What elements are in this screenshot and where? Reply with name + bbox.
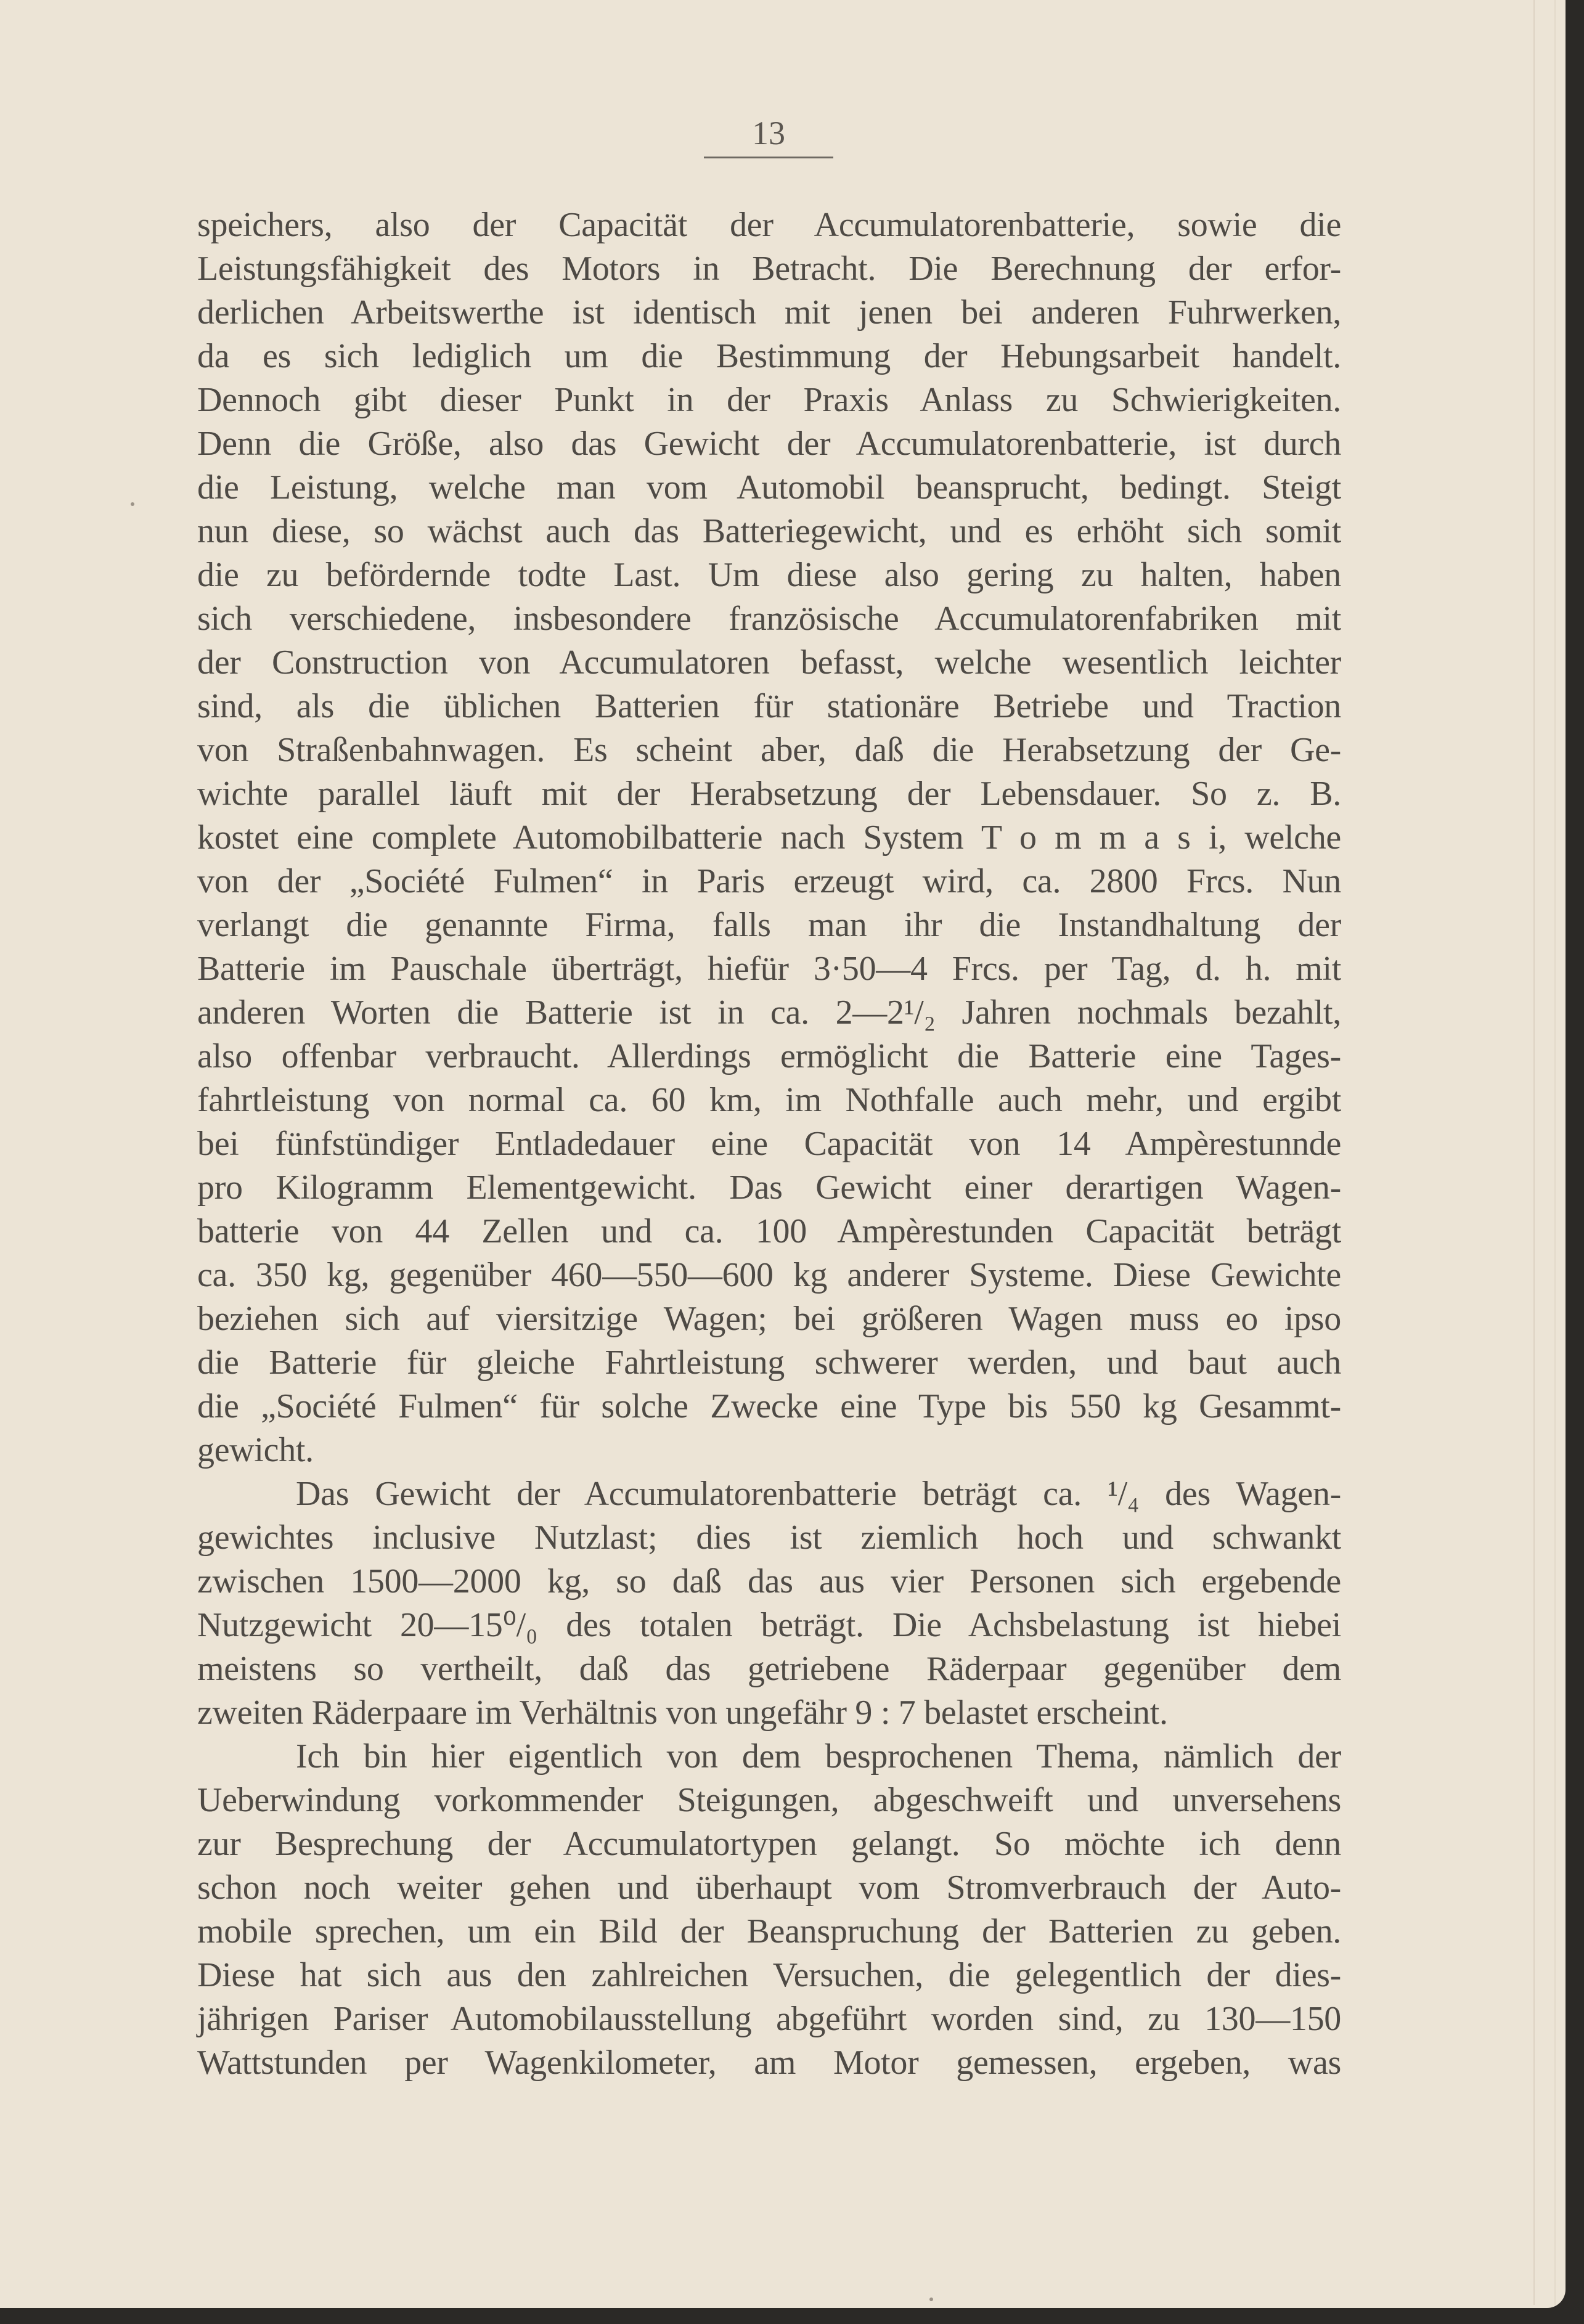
text-line: sich verschiedene, insbesondere französische Accumulatorenfabriken mit <box>197 600 1341 638</box>
text-line: von der „Société Fulmen“ in Paris erzeugt wird, ca. 2800 Frcs. Nun <box>197 862 1341 900</box>
text-line: Dennoch gibt dieser Punkt in der Praxis Anlass zu Schwierigkeiten. <box>197 381 1341 419</box>
page-edge-line <box>1554 0 1556 2305</box>
body-text <box>197 203 1341 2085</box>
text-line: kostet eine complete Automobilbatterie nach System T o m m a s i, welche <box>197 818 1341 857</box>
text-line: pro Kilogramm Elementgewicht. Das Gewicht einer derartigen Wagen- <box>197 1168 1341 1207</box>
text-line: also offenbar verbraucht. Allerdings ermöglicht die Batterie eine Tages- <box>197 1037 1341 1075</box>
text-line: zweiten Räderpaare im Verhältnis von ungefähr 9 : 7 belastet erscheint. <box>197 1694 1168 1732</box>
text-line: schon noch weiter gehen und überhaupt vom Stromverbrauch der Auto- <box>197 1869 1341 1907</box>
page-edge-line <box>1533 0 1535 2305</box>
text-line: Ueberwindung vorkommender Steigungen, abgeschweift und unversehens <box>197 1781 1341 1819</box>
page-number-rule <box>704 157 833 158</box>
text-line: meistens so vertheilt, daß das getriebene Räderpaar gegenüber dem <box>197 1650 1341 1688</box>
text-line: nun diese, so wächst auch das Batteriegewicht, und es erhöht sich somit <box>197 512 1341 550</box>
text-line: mobile sprechen, um ein Bild der Beanspruchung der Batterien zu geben. <box>197 1912 1341 1951</box>
page-number: 13 <box>752 115 785 152</box>
text-line: die Leistung, welche man vom Automobil beansprucht, bedingt. Steigt <box>197 468 1341 507</box>
paper-speck <box>131 502 134 506</box>
text-line: Denn die Größe, also das Gewicht der Accumulatorenbatterie, ist durch <box>197 425 1341 463</box>
text-line: Das Gewicht der Accumulatorenbatterie beträgt ca. ¹/₄ des Wagen- <box>296 1475 1341 1513</box>
text-line: Ich bin hier eigentlich von dem besprochenen Thema, nämlich der <box>296 1737 1341 1776</box>
text-line: verlangt die genannte Firma, falls man ihr die Instandhaltung der <box>197 906 1341 944</box>
text-line: zwischen 1500—2000 kg, so daß das aus vier Personen sich ergebende <box>197 1562 1341 1600</box>
text-line: batterie von 44 Zellen und ca. 100 Ampèrestunden Capacität beträgt <box>197 1212 1341 1250</box>
text-line: die „Société Fulmen“ für solche Zwecke eine Type bis 550 kg Gesammt- <box>197 1387 1341 1425</box>
text-line: fahrtleistung von normal ca. 60 km, im Nothfalle auch mehr, und ergibt <box>197 1081 1341 1119</box>
text-line: derlichen Arbeitswerthe ist identisch mit jenen bei anderen Fuhrwerken, <box>197 293 1341 332</box>
text-line: jährigen Pariser Automobilausstellung abgeführt worden sind, zu 130—150 <box>197 2000 1341 2038</box>
text-line: zur Besprechung der Accumulatortypen gelangt. So möchte ich denn <box>197 1825 1341 1863</box>
text-line: sind, als die üblichen Batterien für stationäre Betriebe und Traction <box>197 687 1341 725</box>
text-line: beziehen sich auf viersitzige Wagen; bei größeren Wagen muss eo ipso <box>197 1300 1341 1338</box>
text-line: ca. 350 kg, gegenüber 460—550—600 kg anderer Systeme. Diese Gewichte <box>197 1256 1341 1294</box>
text-line: speichers, also der Capacität der Accumulatorenbatterie, sowie die <box>197 206 1341 244</box>
text-line: Wattstunden per Wagenkilometer, am Motor gemessen, ergeben, was <box>197 2044 1341 2082</box>
text-line: Batterie im Pauschale überträgt, hiefür 3·50—4 Frcs. per Tag, d. h. mit <box>197 950 1341 988</box>
text-line: die Batterie für gleiche Fahrtleistung schwerer werden, und baut auch <box>197 1343 1341 1382</box>
text-line: Leistungsfähigkeit des Motors in Betracht. Die Berechnung der erfor- <box>197 250 1341 288</box>
text-line: gewicht. <box>197 1431 314 1469</box>
text-line: da es sich lediglich um die Bestimmung der Hebungsarbeit handelt. <box>197 337 1341 375</box>
paper-speck <box>929 2297 933 2301</box>
text-line: der Construction von Accumulatoren befasst, welche wesentlich leichter <box>197 643 1341 682</box>
text-line: die zu befördernde todte Last. Um diese also gering zu halten, haben <box>197 556 1341 594</box>
text-line: bei fünfstündiger Entladedauer eine Capacität von 14 Ampèrestunnde <box>197 1125 1341 1163</box>
text-line: anderen Worten die Batterie ist in ca. 2—2¹/₂ Jahren nochmals bezahlt, <box>197 993 1341 1032</box>
text-line: von Straßenbahnwagen. Es scheint aber, daß die Herabsetzung der Ge- <box>197 731 1341 769</box>
text-line: Nutzgewicht 20—15⁰/₀ des totalen beträgt. Die Achsbelastung ist hiebei <box>197 1606 1341 1644</box>
text-line: Diese hat sich aus den zahlreichen Versuchen, die gelegentlich der dies- <box>197 1956 1341 1994</box>
text-line: gewichtes inclusive Nutzlast; dies ist ziemlich hoch und schwankt <box>197 1519 1341 1557</box>
text-line: wichte parallel läuft mit der Herabsetzung der Lebensdauer. So z. B. <box>197 775 1341 813</box>
